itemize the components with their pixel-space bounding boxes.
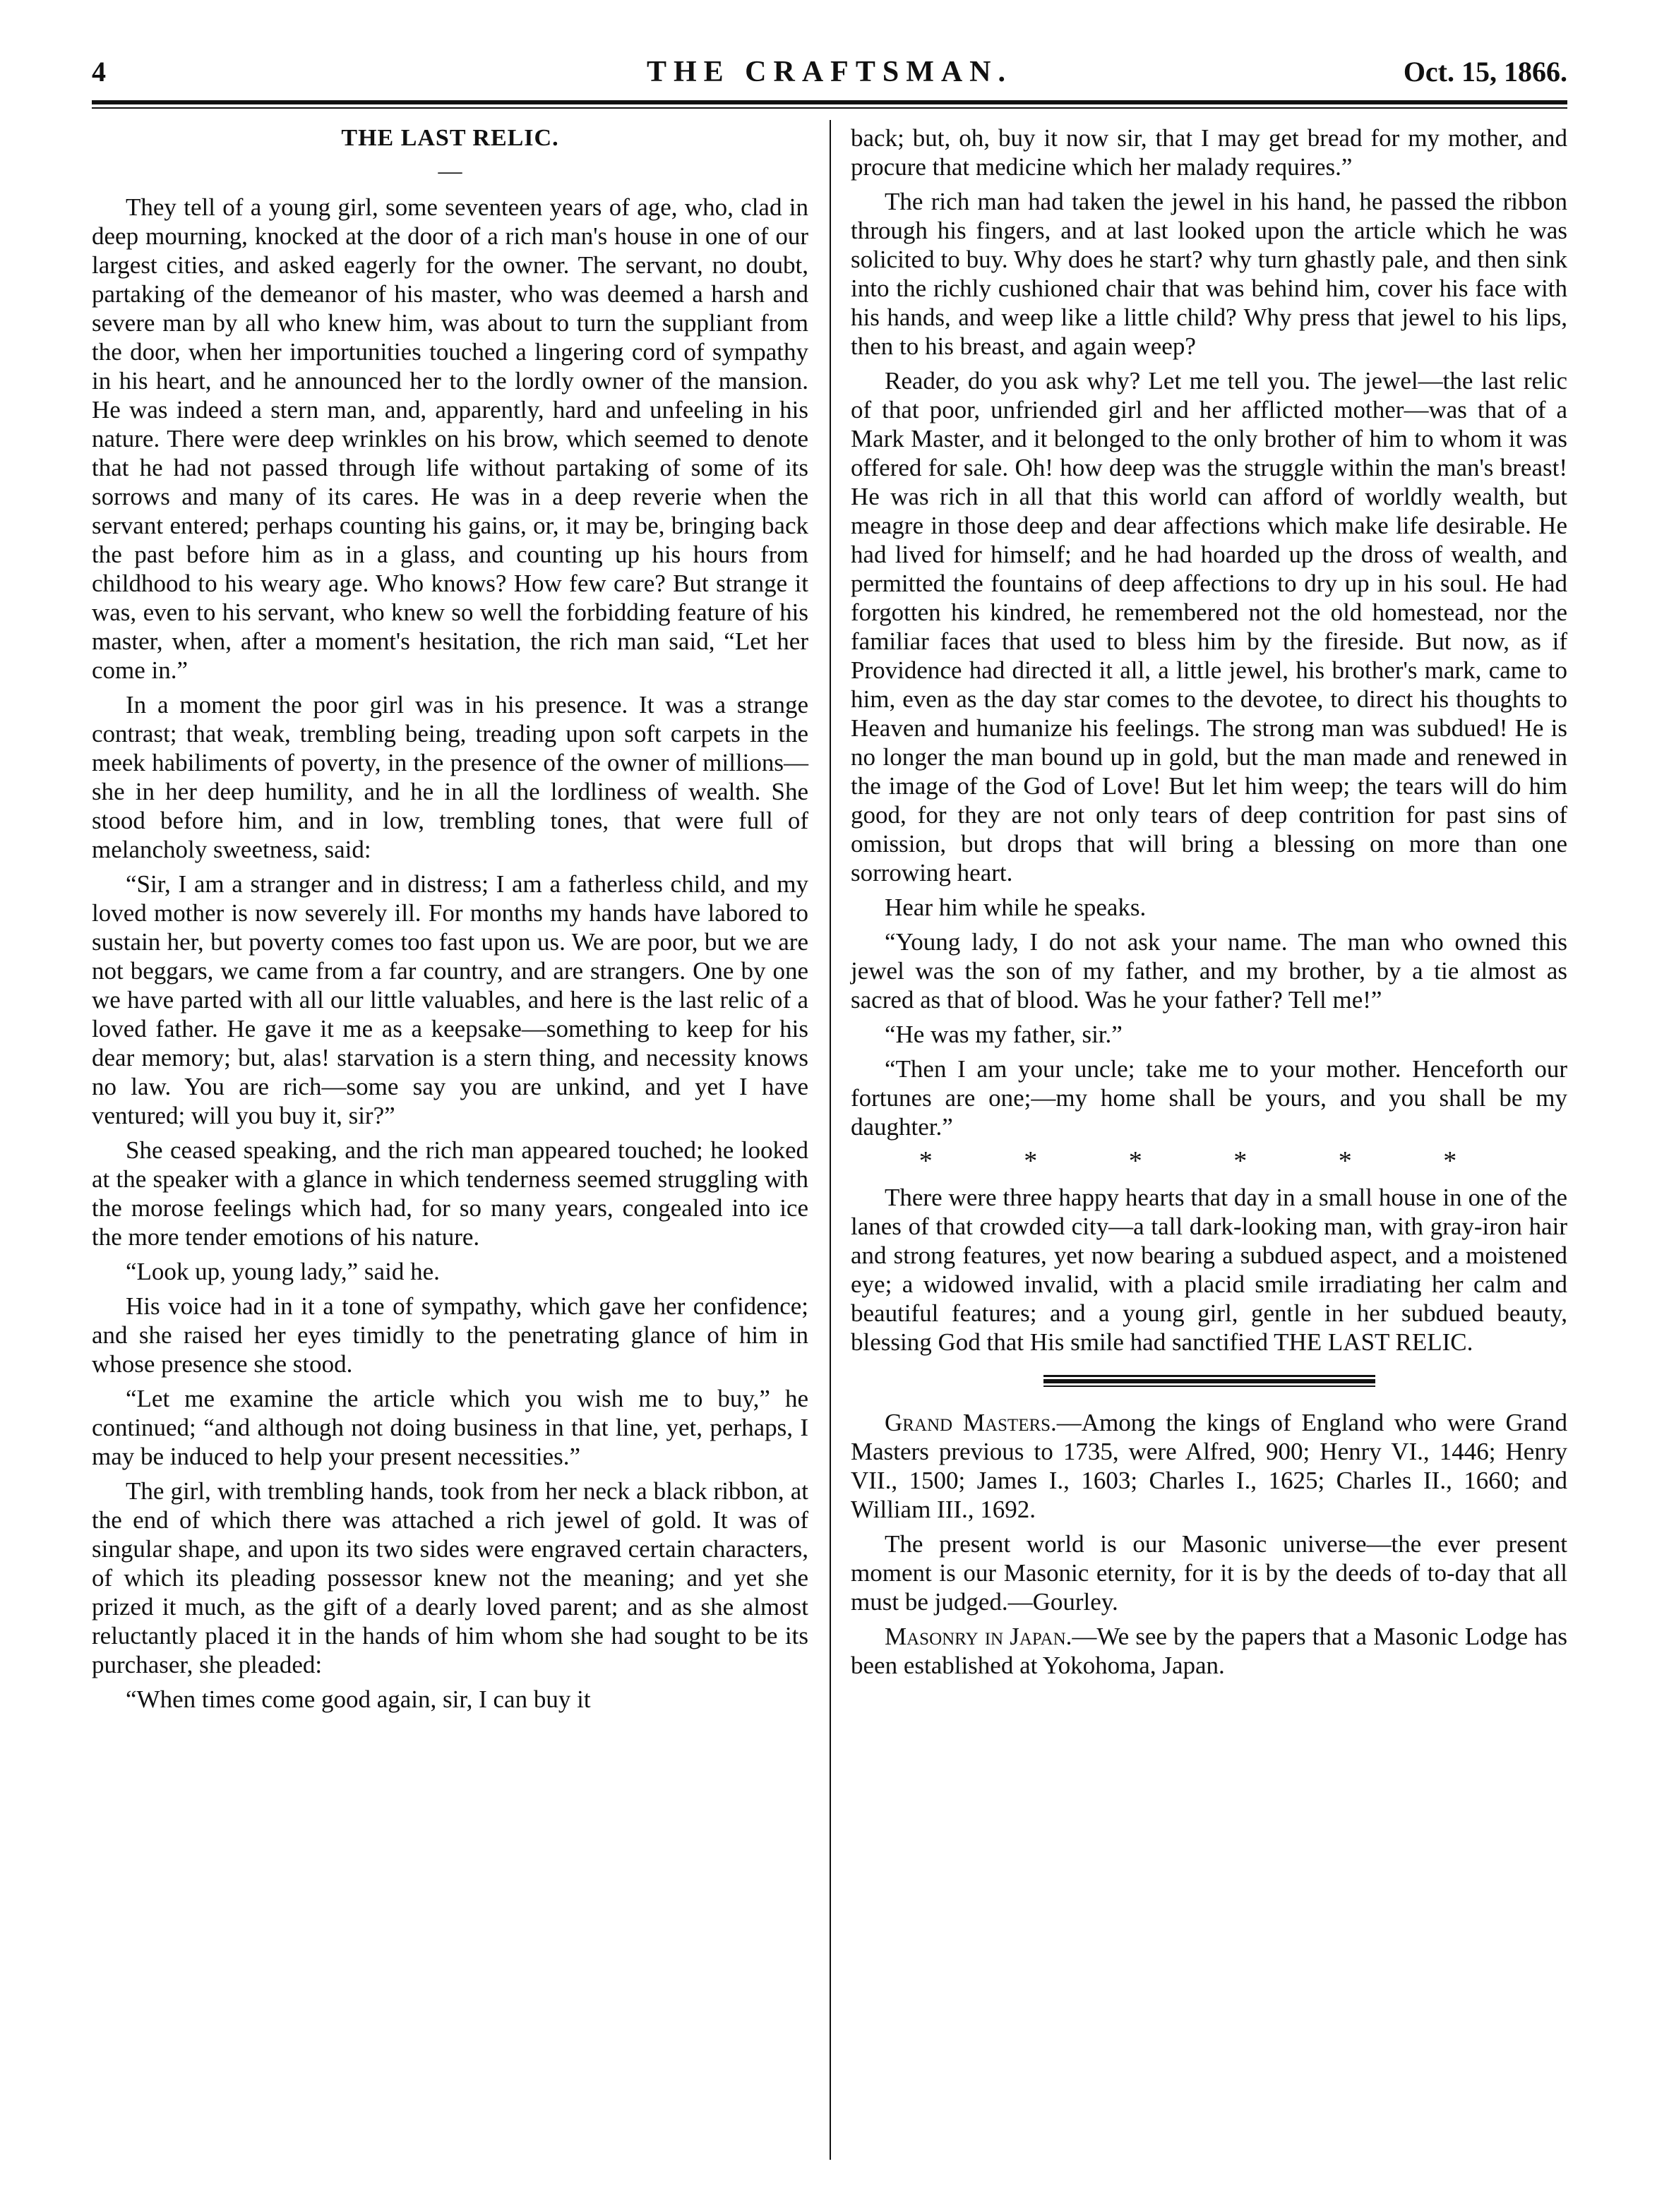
note-masonry-japan [851, 1622, 1567, 1680]
journal-title: THE CRAFTSMAN. [646, 56, 1013, 88]
article-paragraph: Hear him while he speaks. [885, 894, 1147, 921]
page-number: 4 [92, 56, 106, 88]
right-column [851, 124, 1567, 1685]
article-paragraph: “Sir, I am a stranger and in distress; I am a fatherless child, and my loved mother is now severely ill. For months my hands have labored to sustain her, but poverty comes too fast upon us. We are poor, but we are not beggars, we came from a far country, and are strangers. One by one we have parted with all our little valuables, and here is the last relic of a loved father. He gave it me as a keepsake—something to keep for his dear memory; but, alas! starvation is a stern thing, and necessity knows no law. You are rich—some say you are unkind, and yet I have ventured; will you buy it, sir?” [92, 870, 808, 1129]
article-paragraph: His voice had in it a tone of sympathy, which gave her confidence; and she raised her eyes timidly to the penetrating glance of him in whose presence she stood. [92, 1292, 808, 1378]
section-break-stars: * * * * * * [919, 1146, 1500, 1176]
column-divider [830, 120, 831, 2160]
header-rule [92, 100, 1567, 104]
article-paragraph: “When times come good again, sir, I can buy it [126, 1685, 591, 1713]
note-text: The present world is our Masonic universe—the ever present moment is our Masonic eternity, for it is by the deeds of to-day that all must be judged.—Gourley. [851, 1530, 1567, 1616]
note-lead: Grand Masters. [885, 1409, 1057, 1436]
note-lead: Masonry in Japan. [885, 1623, 1072, 1650]
article-paragraph: “Look up, young lady,” said he. [126, 1258, 440, 1285]
closing-paragraph: There were three happy hearts that day in a small house in one of the lanes of that crowded city—a tall dark-looking man, with gray-iron hair and strong features, yet now bearing a subdued aspect, and a moistened eye; a widowed invalid, with a placid smile irradiating her calm and beautiful features; and a young girl, gentle in her subdued beauty, blessing God that His smile had sanctified THE LAST RELIC. [851, 1184, 1567, 1356]
section-divider [1043, 1375, 1375, 1387]
article-paragraph: back; but, oh, buy it now sir, that I may get bread for my mother, and procure that medicine which her malady requires.” [851, 124, 1567, 181]
note-grand-masters [851, 1408, 1567, 1524]
left-column [92, 124, 808, 1719]
article-title: THE LAST RELIC. [341, 125, 559, 151]
page-header [92, 49, 1567, 99]
article-paragraph: Reader, do you ask why? Let me tell you. The jewel—the last relic of that poor, unfriended girl and her afflicted mother—was that of a Mark Master, and it belonged to the only brother of him to whom it was offered for sale. Oh! how deep was the struggle within the man's breast! He was rich in all that this world can afford of worldly wealth, but meagre in those deep and dear affections which make life desirable. He had lived for himself; and he had hoarded up the dross of wealth, and permitted the fountains of deep affections to dry up in his soul. He had forgotten his kindred, he remembered not the old homestead, nor the familiar faces that used to bless him by the fireside. But now, as if Providence had directed it all, a little jewel, his brother's mark, came to him, even as the day star comes to the devotee, to direct his thoughts to Heaven and humanize his feelings. The strong man was subdued! He is no longer the man bound up in gold, but the man made and renewed in the image of the God of Love! But let him weep; the tears will do him good, for they are not only tears of deep contrition for past sins of omission, but drops that will bring a blessing on more than one sorrowing heart. [851, 367, 1567, 886]
article-paragraph: They tell of a young girl, some seventeen years of age, who, clad in deep mourning, knocked at the door of a rich man's house in one of our largest cities, and asked eagerly for the owner. The servant, no doubt, partaking of the demeanor of his master, who was deemed a harsh and severe man by all who knew him, was about to turn the suppliant from the door, when her importunities touched a lingering cord of sympathy in his heart, and he announced her to the lordly owner of the mansion. He was indeed a stern man, and, apparently, hard and unfeeling in his nature. There were deep wrinkles on his brow, which seemed to denote that he had not passed through life without partaking of some of its sorrows and many of its cares. He was in a deep reverie when the servant entered; perhaps counting his gains, or, it may be, bringing back the past before him as in a glass, and counting up his hours from childhood to his weary age. Who knows? How few care? But strange it was, even to his servant, who knew so well the forbidding feature of his master, when, after a moment's hesitation, the rich man said, “Let her come in.” [92, 193, 808, 684]
article-paragraph: The rich man had taken the jewel in his hand, he passed the ribbon through his fingers, and at last looked upon the article which he was solicited to buy. Why does he start? why turn ghastly pale, and then sink into the richly cushioned chair that was behind him, cover his face with his hands, and weep like a little child? Why press that jewel to his lips, then to his breast, and again weep? [851, 188, 1567, 360]
issue-date: Oct. 15, 1866. [1403, 56, 1567, 88]
header-rule-thin [92, 107, 1567, 109]
title-dash: — [438, 158, 462, 184]
article-paragraph: “Then I am your uncle; take me to your mother. Henceforth our fortunes are one;—my home shall be yours, and you shall be my daughter.” [851, 1055, 1567, 1141]
article-paragraph: The girl, with trembling hands, took from her neck a black ribbon, at the end of which there was attached a rich jewel of gold. It was of singular shape, and upon its two sides were engraved certain characters, of which its pleading possessor knew not the meaning; and yet she prized it much, as the gift of a dearly loved parent; and as she almost reluctantly placed it in the hands of him whom she had sought to be its purchaser, she pleaded: [92, 1477, 808, 1678]
newspaper-page [92, 49, 1567, 2174]
article-paragraph: “Young lady, I do not ask your name. The man who owned this jewel was the son of my father, and my brother, by a tie almost as sacred as that of blood. Was he your father? Tell me!” [851, 928, 1567, 1014]
article-paragraph: She ceased speaking, and the rich man appeared touched; he looked at the speaker with a glance in which tenderness seemed struggling with the morose feelings which had, for so many years, congealed into ice the more tender emotions of his nature. [92, 1136, 808, 1251]
note-text: —We see by the papers that a Masonic Lodge has been established at Yokohoma, Japan. [851, 1623, 1568, 1679]
note-masonic-universe [851, 1529, 1567, 1616]
article-paragraph: In a moment the poor girl was in his presence. It was a strange contrast; that weak, trembling being, treading upon soft carpets in the meek habiliments of poverty, in the presence of the owner of millions—she in her deep humility, and he in all the lordliness of wealth. She stood before him, and in low, trembling tones, that were full of melancholy sweetness, said: [92, 691, 808, 863]
note-text: —Among the kings of England who were Grand Masters previous to 1735, were Alfred, 900; Henry VI., 1446; Henry VII., 1500; James I., 1603; Charles I., 1625; Charles II., 1660; and William III., 1692. [851, 1409, 1568, 1523]
article-paragraph: “He was my father, sir.” [885, 1021, 1123, 1048]
article-paragraph: “Let me examine the article which you wish me to buy,” he continued; “and although not doing business in that line, yet, perhaps, I may be induced to help your present necessities.” [92, 1385, 808, 1470]
